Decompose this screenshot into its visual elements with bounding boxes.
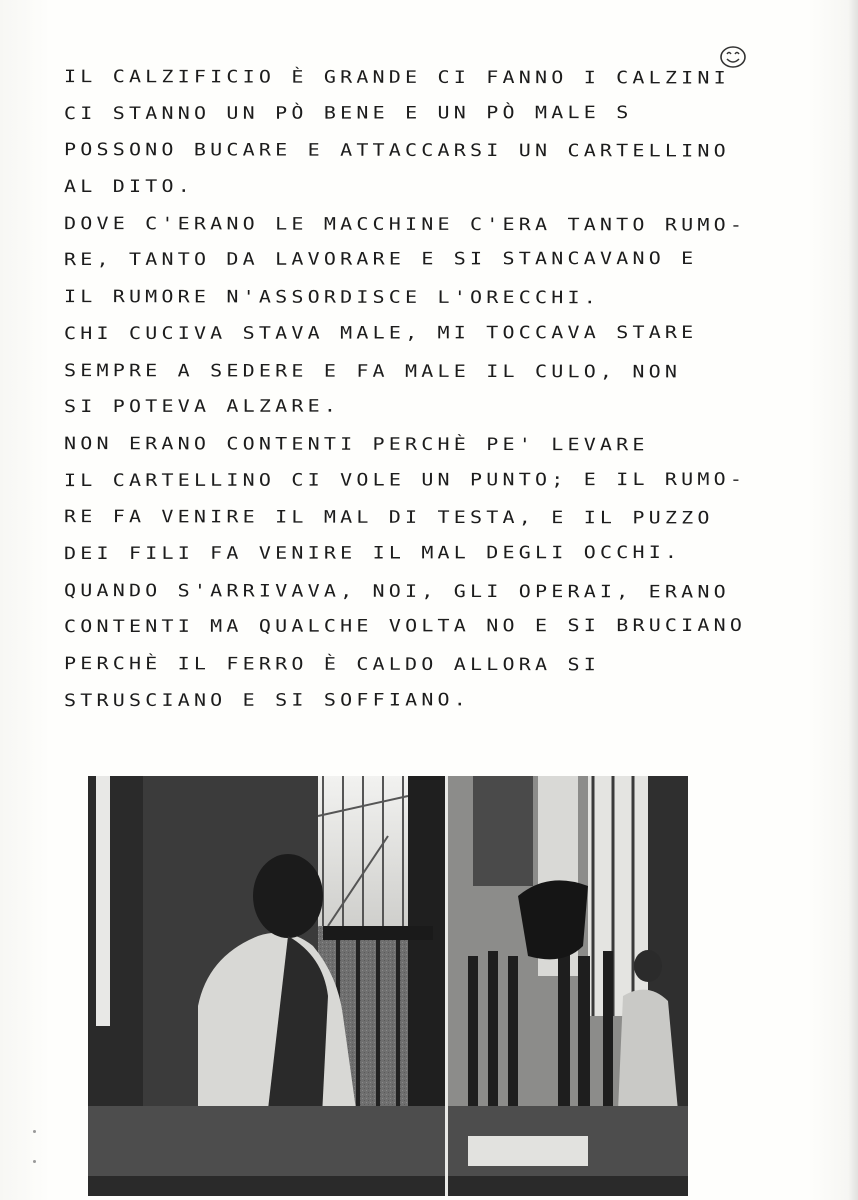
text-line: STRUSCIANO E SI SOFFIANO. <box>63 688 471 711</box>
text-line: IL RUMORE N'ASSORDISCE L'ORECCHI. <box>63 285 600 308</box>
page-edge-shadow <box>848 0 858 1200</box>
text-line: DEI FILI FA VENIRE IL MAL DEGLI OCCHI. <box>63 541 682 564</box>
factory-workers-photo <box>88 776 688 1196</box>
text-line: NON ERANO CONTENTI PERCHÈ PE' LEVARE <box>63 432 649 455</box>
photo-split-line <box>445 776 448 1196</box>
paper-speck <box>33 1160 36 1163</box>
text-line: IL CALZIFICIO È GRANDE CI FANNO I CALZINI <box>63 65 730 88</box>
text-line: CONTENTI MA QUALCHE VOLTA NO E SI BRUCIANO <box>63 614 747 637</box>
text-line: SI POTEVA ALZARE. <box>63 395 341 417</box>
text-line: DOVE C'ERANO LE MACCHINE C'ERA TANTO RUMO- <box>63 212 747 235</box>
text-line: QUANDO S'ARRIVAVA, NOI, GLI OPERAI, ERANO <box>63 579 730 602</box>
text-line: CHI CUCIVA STAVA MALE, MI TOCCAVA STARE <box>63 321 698 344</box>
paper-speck <box>33 1130 36 1133</box>
text-line: POSSONO BUCARE E ATTACCARSI UN CARTELLINO <box>63 139 730 162</box>
text-line: CI STANNO UN PÒ BENE E UN PÒ MALE S <box>63 101 633 124</box>
text-line: IL CARTELLINO CI VOLE UN PUNTO; E IL RUMO- <box>63 468 747 490</box>
text-line: PERCHÈ IL FERRO È CALDO ALLORA SI <box>63 652 600 675</box>
text-line: RE FA VENIRE IL MAL DI TESTA, E IL PUZZO <box>63 505 714 529</box>
text-line: SEMPRE A SEDERE E FA MALE IL CULO, NON <box>63 359 682 382</box>
text-line: RE, TANTO DA LAVORARE E SI STANCAVANO E <box>63 248 698 270</box>
text-line: AL DITO. <box>63 175 194 197</box>
handwritten-text <box>64 58 834 718</box>
